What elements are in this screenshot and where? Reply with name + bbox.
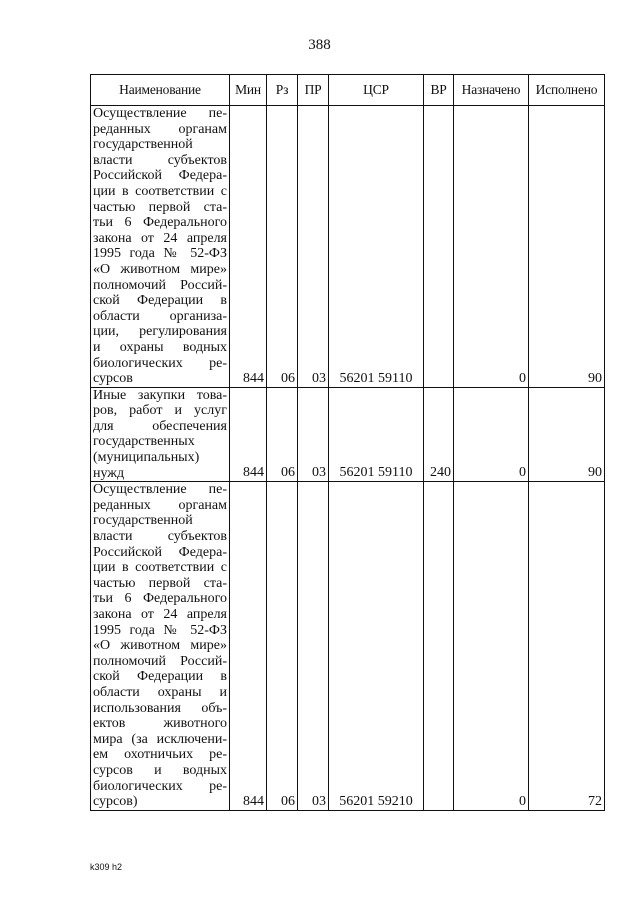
row-name-line: государственной <box>93 513 193 529</box>
cell-executed: 90 <box>529 387 605 482</box>
row-name-line: области охраны и <box>93 684 227 700</box>
row-name-line: Иные закупки това- <box>93 387 227 403</box>
cell-min: 844 <box>230 106 267 388</box>
row-name-line: сурсов <box>93 371 133 387</box>
cell-pr: 03 <box>298 106 329 388</box>
cell-executed: 72 <box>529 482 605 810</box>
row-name-line: реданных органам <box>93 497 227 513</box>
col-header-assigned: Назначено <box>454 75 529 106</box>
row-name-line: сурсов) <box>93 794 138 810</box>
cell-csr: 56201 59210 <box>329 482 424 810</box>
cell-vr: 240 <box>424 387 454 482</box>
cell-vr <box>424 106 454 388</box>
cell-vr <box>424 482 454 810</box>
col-header-csr: ЦСР <box>329 75 424 106</box>
row-name-line: нужд <box>93 465 125 481</box>
col-header-executed: Исполнено <box>529 75 605 106</box>
cell-min: 844 <box>230 482 267 810</box>
row-name-line: биологических ре- <box>93 778 227 794</box>
row-name-line: полномочий Россий- <box>93 277 227 293</box>
row-name-line: ектов животного <box>93 716 227 732</box>
page-number: 388 <box>308 37 331 53</box>
row-name-line: тьи 6 Федерального <box>93 215 227 231</box>
budget-table <box>90 74 605 811</box>
cell-assigned: 0 <box>454 106 529 388</box>
row-name-line: (муниципальных) <box>93 450 200 466</box>
table-row <box>91 387 605 482</box>
row-name-line: 1995 года № 52-ФЗ <box>93 622 227 638</box>
row-name-line: государственной <box>93 137 193 153</box>
row-name-line: и охраны водных <box>93 339 227 355</box>
row-name-line: власти субъектов <box>93 529 227 545</box>
row-name-line: государственных <box>93 434 195 450</box>
row-name-line: 1995 года № 52-ФЗ <box>93 246 227 262</box>
row-name-line: Осуществление пе- <box>93 482 227 498</box>
row-name-line: частью первой ста- <box>93 575 227 591</box>
row-name-cell <box>91 482 230 810</box>
row-name-line: ции в соответствии с <box>93 183 227 199</box>
row-name-cell <box>91 106 230 388</box>
row-name-line: использования объ- <box>93 700 227 716</box>
footer-code: k309 h2 <box>90 862 123 872</box>
row-name-line: ской Федерации в <box>93 669 227 685</box>
cell-rz: 06 <box>267 106 298 388</box>
row-name-cell <box>91 387 230 482</box>
row-name-line: закона от 24 апреля <box>93 607 227 622</box>
cell-rz: 06 <box>267 387 298 482</box>
table-row <box>91 106 605 388</box>
table-row <box>91 482 605 810</box>
row-name-line: «О животном мире» <box>93 261 227 277</box>
cell-rz: 06 <box>267 482 298 810</box>
cell-pr: 03 <box>298 482 329 810</box>
row-name-line: закона от 24 апреля <box>93 230 227 246</box>
row-name-line: ской Федерации в <box>93 293 227 309</box>
row-name-line: Российской Федера- <box>93 168 227 184</box>
col-header-rz: Рз <box>267 75 298 106</box>
row-name-line: частью первой ста- <box>93 199 227 215</box>
row-name-line: области организа- <box>93 308 227 324</box>
cell-pr: 03 <box>298 387 329 482</box>
cell-assigned: 0 <box>454 482 529 810</box>
row-name-line: ции, регулирования <box>93 324 227 340</box>
col-header-pr: ПР <box>298 75 329 106</box>
col-header-name: Наименование <box>91 75 230 106</box>
col-header-vr: ВР <box>424 75 454 106</box>
row-name-line: мира (за исключени- <box>93 731 227 747</box>
row-name-line: реданных органам <box>93 121 227 137</box>
row-name-line: тьи 6 Федерального <box>93 591 227 607</box>
header-row <box>91 75 605 106</box>
row-name-line: Осуществление пе- <box>93 106 227 121</box>
row-name-line: для обеспечения <box>93 418 227 434</box>
cell-csr: 56201 59110 <box>329 106 424 388</box>
row-name-line: «О животном мире» <box>93 638 227 654</box>
cell-executed: 90 <box>529 106 605 388</box>
row-name-line: ров, работ и услуг <box>93 403 227 419</box>
row-name-line: биологических ре- <box>93 355 227 371</box>
row-name-line: сурсов и водных <box>93 762 227 778</box>
row-name-line: ем охотничьих ре- <box>93 747 227 763</box>
cell-assigned: 0 <box>454 387 529 482</box>
cell-csr: 56201 59110 <box>329 387 424 482</box>
col-header-min: Мин <box>230 75 267 106</box>
row-name-line: полномочий Россий- <box>93 653 227 669</box>
row-name-line: власти субъектов <box>93 152 227 168</box>
cell-min: 844 <box>230 387 267 482</box>
row-name-line: Российской Федера- <box>93 544 227 560</box>
row-name-line: ции в соответствии с <box>93 560 227 576</box>
